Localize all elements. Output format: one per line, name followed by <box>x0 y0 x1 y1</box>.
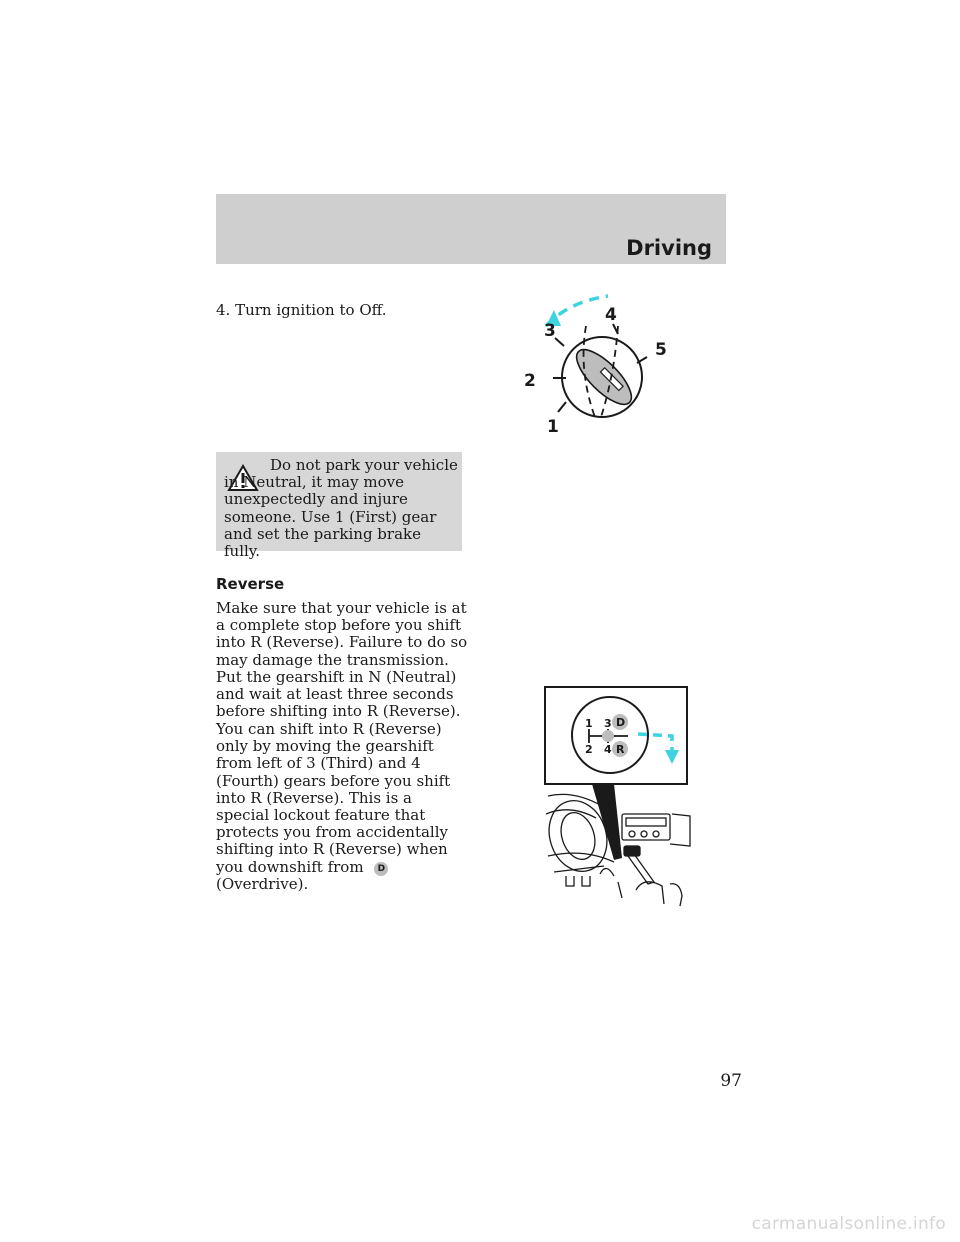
overdrive-symbol: D <box>374 862 388 876</box>
callout-pointer <box>592 784 622 860</box>
gear-label-r: R <box>616 743 625 756</box>
gear-label-2: 2 <box>585 743 593 756</box>
gearshift-diagram <box>544 686 694 910</box>
header-band <box>216 194 726 264</box>
ignition-label-4: 4 <box>605 305 617 325</box>
gear-label-3: 3 <box>604 717 612 730</box>
warning-text: Do not park your vehicle in Neutral, it may move unexpectedly and injure someone. Use 1 (First) gear and set the parking brake fully. <box>224 456 458 561</box>
reverse-paragraph-3-tail: (Overdrive). <box>216 874 309 893</box>
ignition-label-2: 2 <box>524 371 536 391</box>
ignition-diagram <box>510 282 690 442</box>
ignition-label-3: 3 <box>544 321 556 341</box>
reverse-paragraph-1: Make sure that your vehicle is at a complete stop before you shift into R (Reverse). Failure to do so may damage the transmission. <box>216 599 468 669</box>
reverse-paragraph-3 <box>216 721 468 893</box>
step-4-text: 4. Turn ignition to Off. <box>216 301 387 319</box>
gear-label-1: 1 <box>585 717 593 730</box>
ignition-label-1: 1 <box>547 417 559 437</box>
reverse-paragraph-2: Put the gearshift in N (Neutral) and wait at least three seconds before shifting into R (Reverse). <box>216 668 461 721</box>
warning-box <box>216 452 462 561</box>
reverse-paragraph-3-text: You can shift into R (Reverse) only by moving the gearshift from left of 3 (Third) and 4 (Fourth) gears before you shift into R (Reverse). This is a special lockout feature that protects you from accidentally shifting into R (Reverse) when you downshift from <box>216 720 451 876</box>
ignition-key <box>569 342 640 413</box>
ignition-label-5: 5 <box>655 340 667 360</box>
page-number: 97 <box>720 1071 742 1091</box>
gear-label-d: D <box>616 716 626 729</box>
gear-label-4: 4 <box>604 743 612 756</box>
section-title: Driving <box>626 236 712 260</box>
reverse-heading: Reverse <box>216 575 285 593</box>
watermark: carmanualsonline.info <box>751 1214 946 1234</box>
